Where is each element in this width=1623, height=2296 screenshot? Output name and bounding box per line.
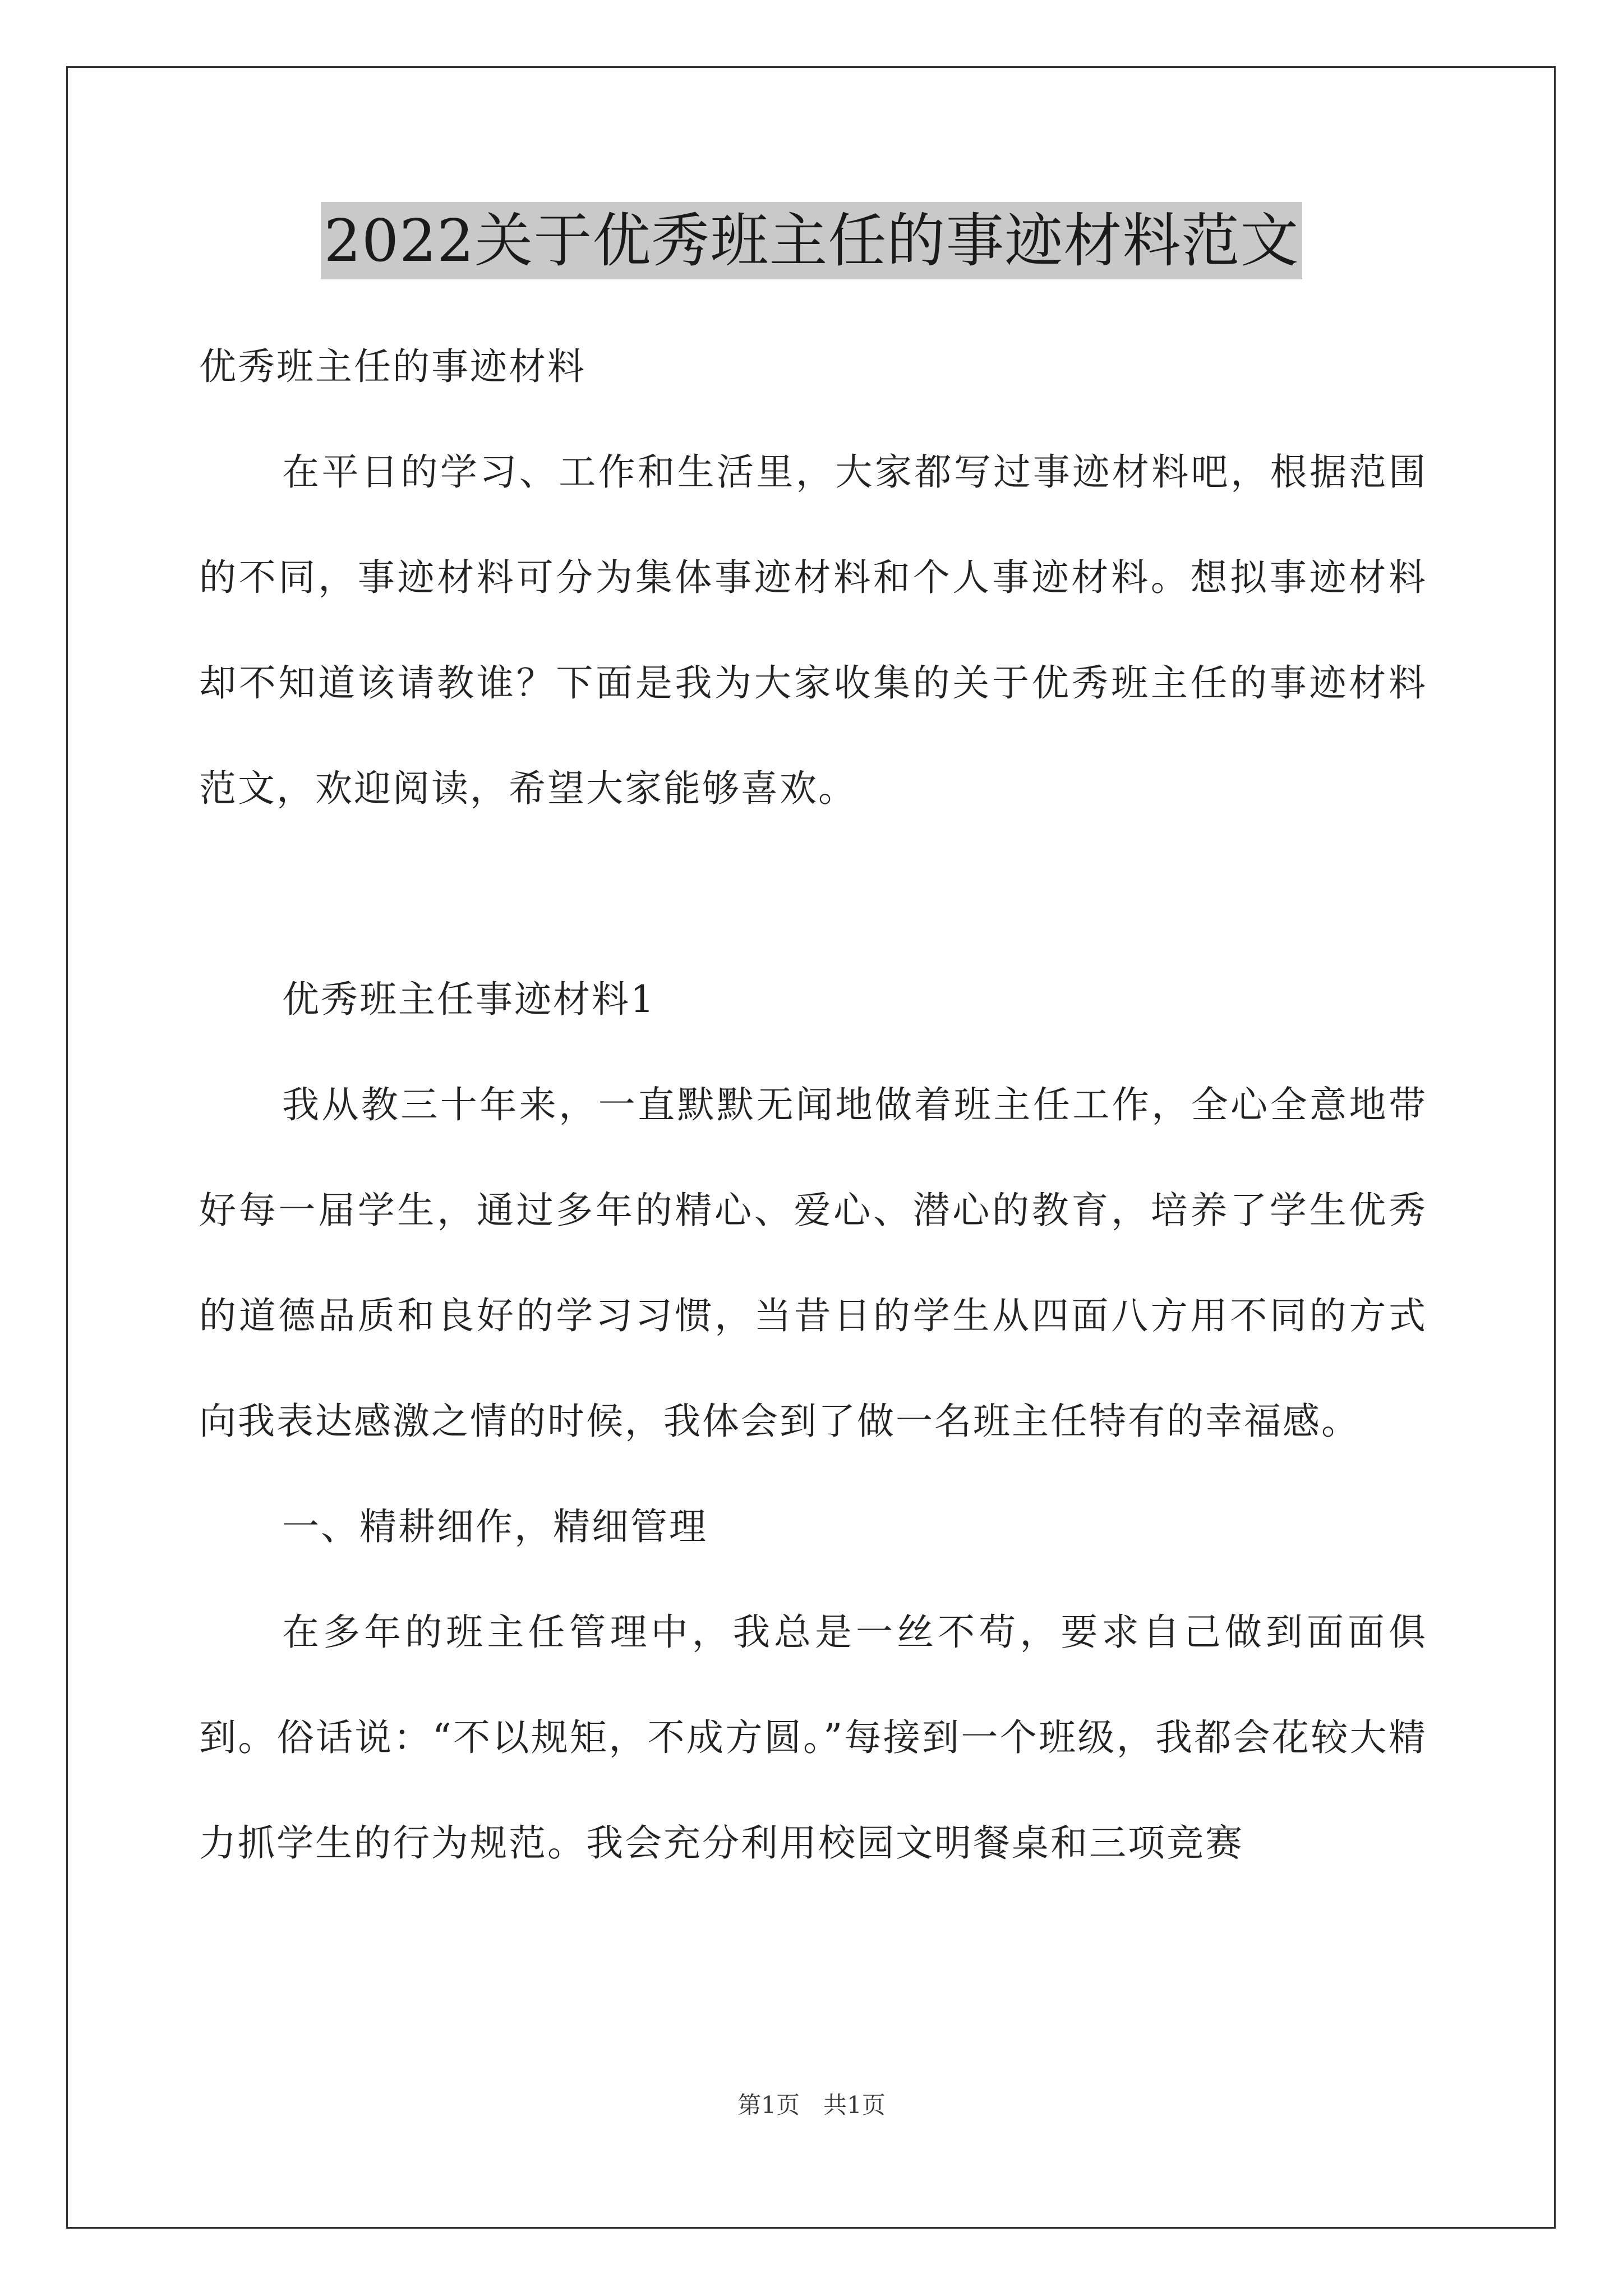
subheading-1: 一、精耕细作，精细管理 [282,1505,708,1548]
spacer [199,841,1427,947]
body-paragraph-1: 我从教三十年来，一直默默无闻地做着班主任工作，全心全意地带好每一届学生，通过多年的精心、爱心、潜心的教育，培养了学生优秀的道德品质和良好的学习习惯，当昔日的学生从四面八方用不同的方式向我表达感激之情的时候，我体会到了做一名班主任特有的幸福感。 [199,1083,1427,1443]
document-body [199,314,1427,1896]
intro-paragraph: 在平日的学习、工作和生活里，大家都写过事迹材料吧，根据范围的不同，事迹材料可分为集体事迹材料和个人事迹材料。想拟事迹材料却不知道该请教谁？下面是我为大家收集的关于优秀班主任的事迹材料范文，欢迎阅读，希望大家能够喜欢。 [199,450,1427,810]
section-label: 优秀班主任的事迹材料 [199,345,586,388]
document-title: 2022关于优秀班主任的事迹材料范文 [321,202,1303,279]
body-paragraph-2: 在多年的班主任管理中，我总是一丝不苟，要求自己做到面面俱到。俗话说：“不以规矩，不成方圆。”每接到一个班级，我都会花较大精力抓学生的行为规范。我会充分利用校园文明餐桌和三项竞赛 [199,1611,1427,1865]
page-footer: 第1页 共1页 [737,2091,886,2119]
article-heading: 优秀班主任事迹材料1 [282,978,656,1021]
title-container [0,202,1623,279]
